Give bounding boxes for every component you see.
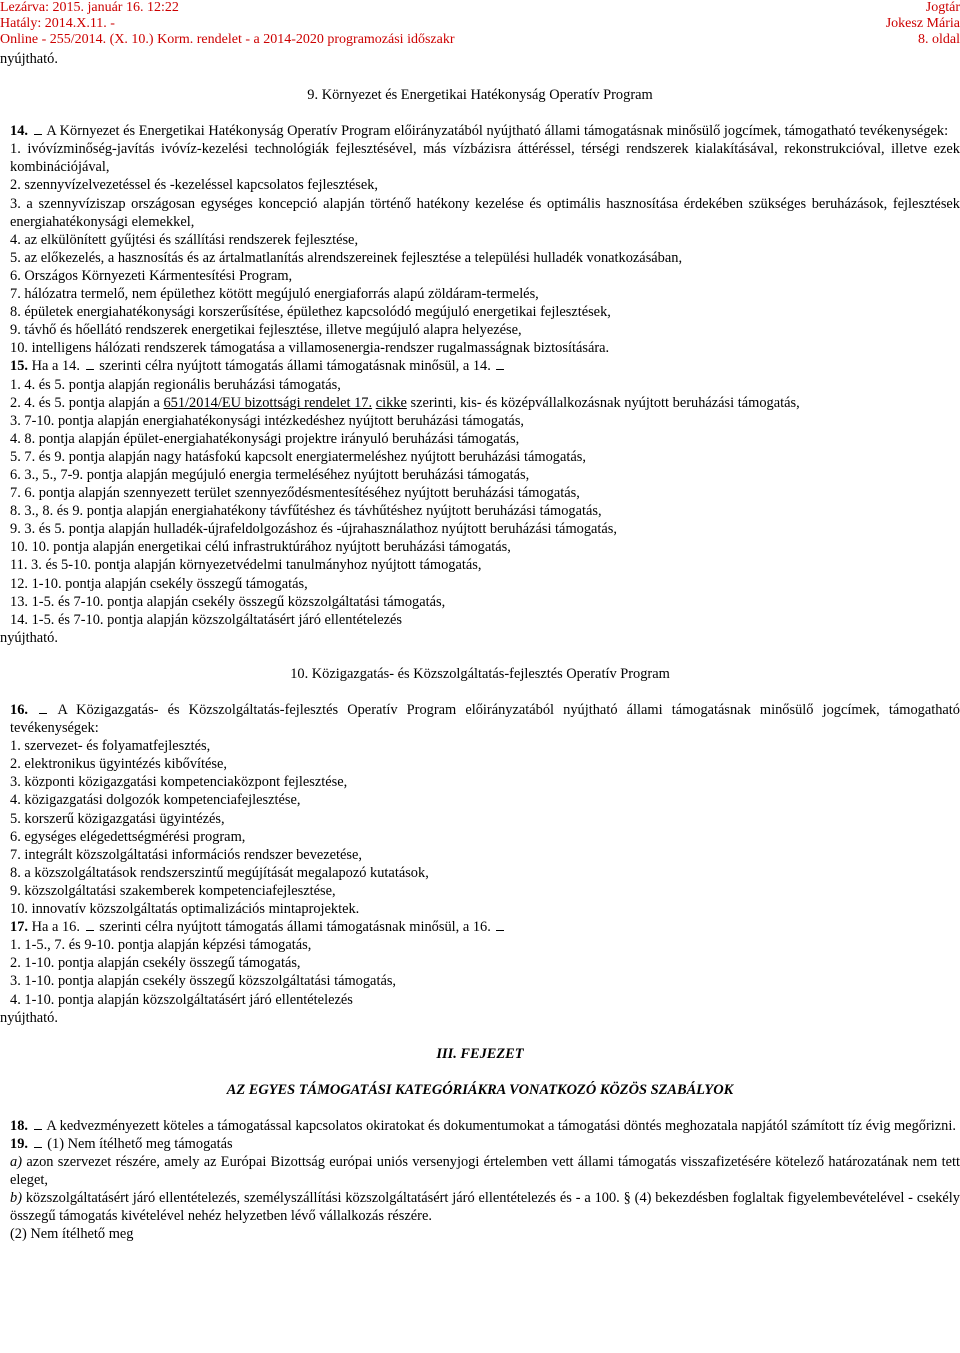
list-item: 5. korszerű közigazgatási ügyintézés, xyxy=(10,810,225,827)
list-item: 9. közszolgáltatási szakemberek kompetenciafejlesztése, xyxy=(10,882,336,899)
header-user: Jokesz Mária xyxy=(885,16,960,31)
section-marker-icon xyxy=(39,703,47,714)
list-item: 1. 4. és 5. pontja alapján regionális beruházási támogatás, xyxy=(10,376,341,393)
list-item: 6. Országos Környezeti Kármentesítési Program, xyxy=(10,267,293,284)
paragraph-text: Ha a 16. xyxy=(31,919,80,936)
paragraph-text: A Környezet és Energetikai Hatékonyság Operatív Program előirányzatából nyújtható állami támogatásnak minősülő jogcímek, támogatható tevékenységek: xyxy=(46,123,949,140)
list-item: 1. 1-5., 7. és 9-10. pontja alapján képzési támogatás, xyxy=(10,937,312,954)
paragraph-number: 18. xyxy=(10,1117,28,1134)
section-marker-icon xyxy=(86,920,94,931)
list-item: 7. 6. pontja alapján szennyezett terület szennyeződésmentesítéséhez nyújtott beruházási támogatás, xyxy=(10,485,580,502)
list-item: 6. egységes elégedettségmérési program, xyxy=(10,828,246,845)
paragraph-text: A kedvezményezett köteles a támogatással kapcsolatos okiratokat és dokumentumokat a támogatási döntés meghozatala napjától számított tíz évig megőrizni. xyxy=(46,1117,956,1134)
paragraph-18 xyxy=(0,1117,960,1135)
point-text: azon szervezet részére, amely az Európai Bizottság európai uniós versenyjogi értelemben vett állami támogatás visszafizetésére kötelező határozatának nem tett eleget, xyxy=(10,1154,960,1189)
list-item: 1. ivóvízminőség-javítás ivóvíz-kezelési technológiák fejlesztésével, más vízbázisra áttéréssel, térségi rendszerek kialakításával, rekonstrukcióval, illetve ezek kombinációjával, xyxy=(10,141,960,176)
chapter-title: AZ EGYES TÁMOGATÁSI KATEGÓRIÁKRA VONATKOZÓ KÖZÖS SZABÁLYOK xyxy=(226,1081,734,1098)
paragraph-text: szerinti célra nyújtott támogatás állami támogatásnak minősül, a 14. xyxy=(99,358,491,375)
list-item: 4. 8. pontja alapján épület-energiahatékonysági projektre irányuló beruházási támogatás, xyxy=(10,430,520,447)
regulation-link[interactable]: 651/2014/EU bizottsági rendelet 17. xyxy=(163,394,373,411)
section-heading-10: 10. Közigazgatás- és Közszolgáltatás-fejlesztés Operatív Program xyxy=(290,665,670,682)
section-marker-icon xyxy=(34,1119,42,1130)
list-item: 11. 3. és 5-10. pontja alapján környezetvédelmi tanulmányhoz nyújtott támogatás, xyxy=(10,557,482,574)
list-item: 10. intelligens hálózati rendszerek támogatása a villamosenergia-rendszer rugalmasságnak biztosítására. xyxy=(10,340,610,357)
list-item: 2. szennyvízelvezetéssel és -kezeléssel kapcsolatos fejlesztések, xyxy=(10,177,379,194)
paragraph-17 xyxy=(0,918,960,936)
paragraph-14 xyxy=(0,122,960,140)
list-item: 3. 1-10. pontja alapján csekély összegű közszolgáltatási támogatás, xyxy=(10,973,397,990)
paragraph-number: 17. xyxy=(10,919,28,936)
list-item: 13. 1-5. és 7-10. pontja alapján csekély összegű közszolgáltatási támogatás, xyxy=(10,593,446,610)
point-label: a) xyxy=(10,1154,22,1171)
text-line: nyújtható. xyxy=(0,629,58,646)
list-item: 6. 3., 5., 7-9. pontja alapján megújuló energia termeléséhez nyújtott beruházási támogatás, xyxy=(10,466,530,483)
paragraph-number: 16. xyxy=(10,702,28,718)
paragraph-15 xyxy=(0,357,960,375)
list-item xyxy=(0,394,960,412)
point-label: b) xyxy=(10,1190,22,1207)
list-item: 8. 3., 8. és 9. pontja alapján energiahatékony távfűtéshez és távhűtéshez nyújtott beruházási támogatás, xyxy=(10,503,602,520)
list-item: 14. 1-5. és 7-10. pontja alapján közszolgáltatásért járó ellentételezés xyxy=(10,611,402,628)
list-item: 8. a közszolgáltatások rendszerszintű megújítását megalapozó kutatások, xyxy=(10,864,429,881)
document-body xyxy=(0,50,960,1244)
chapter-number: III. FEJEZET xyxy=(436,1045,524,1062)
point-a xyxy=(0,1153,960,1189)
header-close-date: Lezárva: 2015. január 16. 12:22 xyxy=(0,0,179,15)
list-item: 9. 3. és 5. pontja alapján hulladék-újrafeldolgozáshoz és -újrahasználathoz nyújtott beruházási támogatás, xyxy=(10,521,617,538)
list-item: 4. 1-10. pontja alapján közszolgáltatásért járó ellentételezés xyxy=(10,991,353,1008)
paragraph-text: Ha a 14. xyxy=(31,358,80,375)
section-heading-9: 9. Környezet és Energetikai Hatékonyság Operatív Program xyxy=(307,87,653,104)
header-publisher: Jogtár xyxy=(925,0,960,15)
header-page-number: 8. oldal xyxy=(918,32,960,47)
subsection-2: (2) Nem ítélhető meg xyxy=(10,1226,134,1243)
list-item: 2. elektronikus ügyintézés kibővítése, xyxy=(10,756,228,773)
section-marker-icon xyxy=(86,359,94,370)
point-text: közszolgáltatásért járó ellentételezés, személyszállítási közszolgáltatásért járó ellentételezés és - a 100. § (4) bekezdésben foglaltak figyelembevételével - csekély összegű támogatás kivételével nehéz helyzetben lévő vállalkozás részére. xyxy=(10,1190,960,1225)
section-marker-icon xyxy=(496,359,504,370)
list-item: 3. a szennyvíziszap országosan egységes koncepció alapján történő hatékony kezelése és optimális hasznosítása érdekében szükséges beruházások, fejlesztések energiahatékonysági elemekkel, xyxy=(10,195,960,230)
header-validity: Hatály: 2014.X.11. - xyxy=(0,16,115,31)
list-item: 10. innovatív közszolgáltatás optimalizációs mintaprojektek. xyxy=(10,901,360,918)
list-item: 10. 10. pontja alapján energetikai célú infrastruktúrához nyújtott beruházási támogatás, xyxy=(10,539,511,556)
list-item: 3. központi közigazgatási kompetenciaközpont fejlesztése, xyxy=(10,774,348,791)
list-item: 7. integrált közszolgáltatási információs rendszer bevezetése, xyxy=(10,846,363,863)
paragraph-19 xyxy=(0,1135,960,1153)
list-item: 5. az előkezelés, a hasznosítás és az ártalmatlanítás alrendszereinek fejlesztése a települési hulladék vonatkozásában, xyxy=(10,249,683,266)
paragraph-number: 14. xyxy=(10,123,28,140)
list-item: 4. az elkülönített gyűjtési és szállítási rendszerek fejlesztése, xyxy=(10,231,359,248)
list-item: 9. távhő és hőellátó rendszerek energetikai fejlesztése, illetve megújuló alapra helyezése, xyxy=(10,322,522,339)
paragraph-text: A Közigazgatás- és Közszolgáltatás-fejlesztés Operatív Program előirányzatából nyújtható állami támogatásnak minősülő jogcímek, támogatható tevékenységek: xyxy=(10,702,960,737)
article-link[interactable]: cikke xyxy=(375,394,407,411)
list-item-text: szerinti, kis- és középvállalkozásnak nyújtott beruházási támogatás, xyxy=(406,394,800,411)
header-document-title: Online - 255/2014. (X. 10.) Korm. rendelet - a 2014-2020 programozási időszakr xyxy=(0,32,455,47)
point-b xyxy=(0,1189,960,1225)
list-item: 5. 7. és 9. pontja alapján nagy hatásfokú kapcsolt energiatermeléshez nyújtott beruházási támogatás, xyxy=(10,448,586,465)
paragraph-text: szerinti célra nyújtott támogatás állami támogatásnak minősül, a 16. xyxy=(99,919,491,936)
text-line: nyújtható. xyxy=(0,1009,58,1026)
list-item: 8. épületek energiahatékonysági korszerűsítése, épülethez kapcsolódó megújuló energetikai fejlesztések, xyxy=(10,304,611,321)
paragraph-number: 19. xyxy=(10,1135,28,1152)
list-item: 2. 1-10. pontja alapján csekély összegű támogatás, xyxy=(10,955,301,972)
list-item: 4. közigazgatási dolgozók kompetenciafejlesztése, xyxy=(10,792,301,809)
list-item-text: 2. 4. és 5. pontja alapján a xyxy=(10,394,164,411)
section-marker-icon xyxy=(34,124,42,135)
paragraph-16 xyxy=(0,701,960,737)
section-marker-icon xyxy=(496,920,504,931)
list-item: 3. 7-10. pontja alapján energiahatékonysági intézkedéshez nyújtott beruházási támogatás, xyxy=(10,412,525,429)
text-line: nyújtható. xyxy=(0,51,58,67)
paragraph-text: (1) Nem ítélhető meg támogatás xyxy=(47,1135,233,1152)
list-item: 7. hálózatra termelő, nem épülethez kötött megújuló energiaforrás alapú zöldáram-termelés, xyxy=(10,286,539,303)
list-item: 1. szervezet- és folyamatfejlesztés, xyxy=(10,738,211,755)
section-marker-icon xyxy=(34,1137,42,1148)
list-item: 12. 1-10. pontja alapján csekély összegű támogatás, xyxy=(10,575,308,592)
paragraph-number: 15. xyxy=(10,358,28,375)
